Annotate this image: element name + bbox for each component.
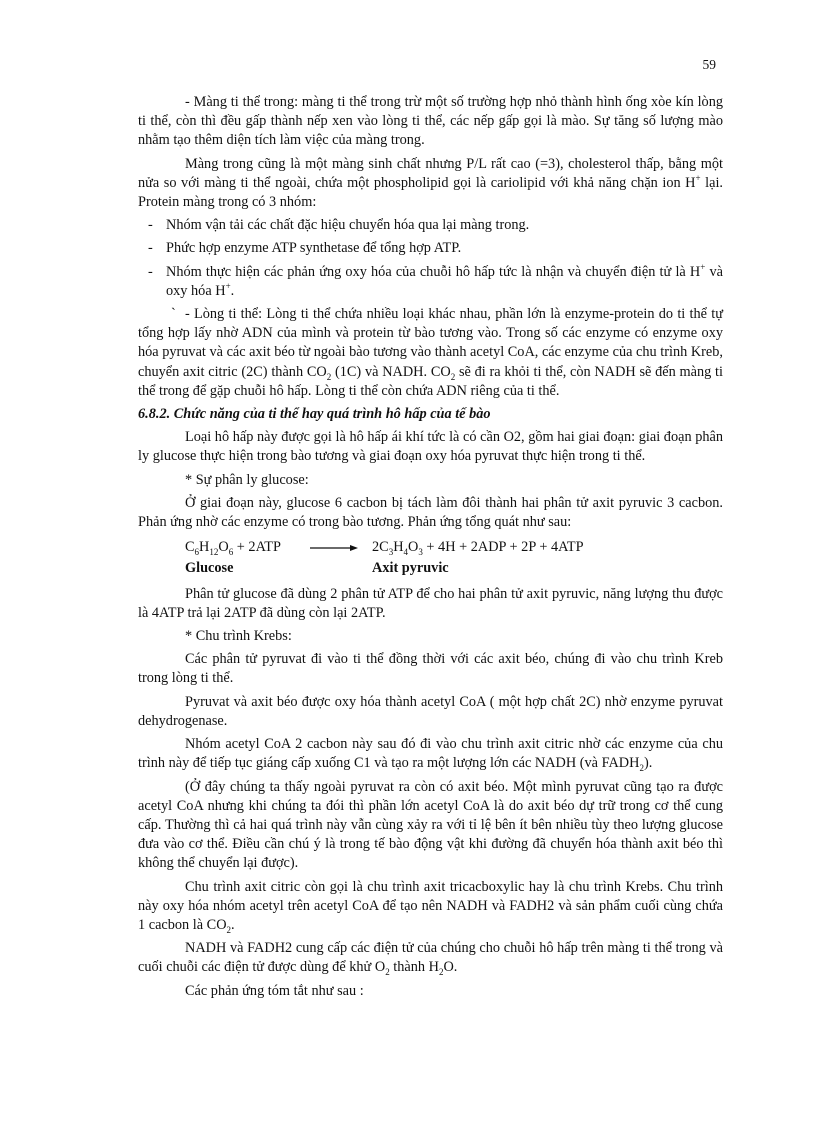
paragraph-acetyl-coa: Pyruvat và axit béo được oxy hóa thành acetyl CoA ( một hợp chất 2C) nhờ enzyme pyruvat dehydrogenase.: [138, 693, 723, 729]
section-heading: 6.8.2. Chức năng của ti thể hay quá trình hô hấp của tế bào: [138, 406, 491, 423]
paragraph-inner-membrane: - Màng ti thể trong: màng ti thể trong trừ một số trường hợp nhỏ thành hình ống xòe kín lòng ti thể, còn thì đều gấp thành nếp xen vào lòng ti thể, các nếp gấp gọi là mào. Sự tăng số lượng mào nhằm tạo thêm diện tích làm việc của màng trong.: [138, 94, 723, 149]
paragraph-tca-cycle: Chu trình axit citric còn gọi là chu trình axit tricacboxylic hay là chu trình Krebs. Chu trình này oxy hóa nhóm acetyl trên acetyl CoA để tạo nên NADH và FADH2 và sản phẩm cuối cùng chứa 1 cacbon là $CO_2$.: [138, 878, 723, 935]
list-item-text: Phức hợp enzyme ATP synthetase để tổng hợp ATP.: [166, 240, 462, 257]
paragraph-summary-intro: Các phản ứng tóm tắt như sau :: [185, 982, 364, 999]
paragraph-pyruvate-entry: Các phân tử pyruvat đi vào ti thể đồng thời với các axit béo, chúng đi vào chu trình Kreb trong lòng ti thể.: [138, 651, 723, 687]
subheading-krebs: * Chu trình Krebs:: [185, 628, 292, 645]
paragraph-citric-acid-entry: Nhóm acetyl CoA 2 cacbon này sau đó đi vào chu trình axit citric nhờ các enzyme của chu trình này để tiếp tục giáng cấp xuống C1 và tạo ra một lượng lớn các NADH (và $FADH_2$).: [138, 736, 723, 774]
list-item: [138, 216, 723, 235]
paragraph-glycolysis: Ở giai đoạn này, glucose 6 cacbon bị tách làm đôi thành hai phân tử axit pyruvic 3 cacbon. Phản ứng nhờ các enzyme có trong bào tương. Phản ứng tổng quát như sau:: [138, 494, 723, 531]
reaction-equation: [138, 538, 723, 557]
list-item-text: Nhóm thực hiện các phản ứng oxy hóa của chuỗi hô hấp tức là nhận và chuyển điện tử là H+ và oxy hóa H+.: [166, 261, 723, 299]
equation-reactants: $C_6H_{12}O_6 + 2ATP$: [185, 539, 281, 558]
paragraph-aerobic-respiration: Loại hô hấp này được gọi là hô hấp ái khí tức là có cần O2, gồm hai giai đoạn: giai đoạn phân ly glucose thực hiện trong bào tương và giai đoạn oxy hóa pyruvat thực hiện trong ti thể.: [138, 429, 723, 465]
equation-products: $2C_3H_4O_3 + 4H + 2ADP + 2P + 4ATP$: [372, 539, 584, 558]
page-number: 59: [702, 57, 716, 72]
list-item: [138, 239, 723, 258]
stray-tick-mark: `: [171, 306, 176, 323]
bullet-dash: -: [148, 263, 153, 280]
paragraph-electron-chain: NADH và FADH2 cung cấp các điện tử của chúng cho chuỗi hô hấp trên màng ti thể trong và cuối chuỗi các điện tử được dùng để khử $O_2$ thành $H_2O$.: [138, 940, 723, 978]
bullet-dash: -: [148, 240, 153, 257]
list-item-text: Nhóm vận tải các chất đặc hiệu chuyển hóa qua lại màng trong.: [166, 217, 530, 234]
paragraph-atp-balance: Phân tử glucose đã dùng 2 phân tử ATP để cho hai phân tử axit pyruvic, năng lượng thu được là 4ATP trả lại 2ATP đã dùng còn lại 2ATP.: [138, 585, 723, 621]
equation-label-glucose: Glucose: [185, 560, 234, 577]
paragraph-matrix: ` - Lòng ti thể: Lòng ti thể chứa nhiều loại khác nhau, phần lớn là enzyme-protein do ti thể tự tổng hợp lấy nhờ ADN của mình và protein từ bào tương vào. Trong số các enzyme có enzyme oxy hóa pyruvat và các axit béo từ ngoài bào tương vào thành acetyl CoA, các enzyme của chu trình Kreb, chuyển axit citric (2C) thành $CO_2$ (1C) và NADH. $CO_2$ sẽ đi ra khỏi ti thể, còn NADH sẽ đến màng ti thể trong để gặp chuỗi hô hấp. Lòng ti thể còn chứa ADN riêng của ti thể.: [138, 305, 723, 401]
paragraph-inner-membrane-composition: Màng trong cũng là một màng sinh chất nhưng P/L rất cao (=3), cholesterol thấp, bằng một nửa so với màng ti thể ngoài, chứa một phospholipid gọi là cariolipid với khả năng chặn ion H+ lại. Protein màng trong có 3 nhóm:: [138, 155, 723, 211]
paragraph-note-fatty-acids: (Ở đây chúng ta thấy ngoài pyruvat ra còn có axit béo. Một mình pyruvat cũng tạo ra được acetyl CoA nhưng khi chúng ta đói thì phần lớn acetyl CoA là do axit béo dự trữ trong cơ thể cung cấp. Thường thì cả hai quá trình này vẫn cùng xảy ra với tỉ lệ bên ít bên nhiều tùy theo lượng glucose đưa vào cơ thể. Điều cần chú ý là trong tế bào động vật khi đường đã chuyển hóa thành axit béo thì không thể chuyển lại được).: [138, 778, 723, 872]
equation-label-pyruvic: Axit pyruvic: [372, 560, 449, 577]
subheading-glycolysis: * Sự phân ly glucose:: [185, 471, 309, 488]
bullet-dash: -: [148, 217, 153, 234]
equation-labels: [138, 559, 723, 578]
page-body: [138, 93, 723, 1005]
list-item: [138, 263, 723, 301]
reaction-arrow-icon: [310, 538, 372, 557]
